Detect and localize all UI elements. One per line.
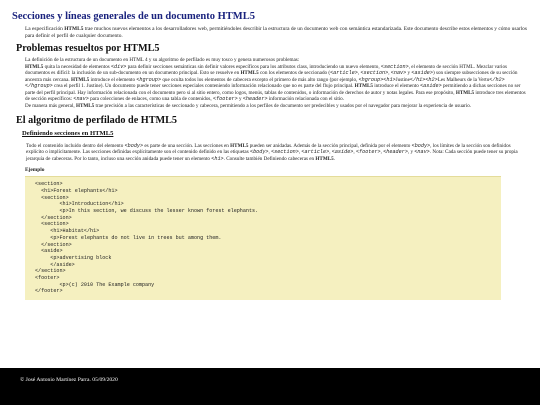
bold-text: HTML5 (455, 89, 475, 96)
inline-tag: <article> (301, 149, 330, 156)
inline-tag: <aside> (420, 83, 442, 90)
page-footer (0, 368, 540, 405)
inline-tag: <aside> (331, 149, 354, 156)
copyright-text: © José Antonio Martínez Parra. 05/09/2020 (20, 377, 118, 383)
inline-tag: <header> (383, 149, 408, 156)
inline-tag: <nav> (73, 96, 89, 103)
inline-tag: <section> (271, 149, 299, 156)
inline-tag: <h2> (425, 76, 438, 83)
inline-tag: <header> (242, 96, 268, 103)
subsection-heading-defining-sections: Definiendo secciones en HTML5 (22, 129, 114, 137)
bold-text: HTML5 (64, 26, 84, 32)
inline-tag: <section> (360, 70, 389, 77)
inline-tag: <hgroup> (136, 76, 162, 83)
inline-tag: <nav> (414, 149, 430, 156)
bold-text: HTML5 (75, 103, 95, 110)
example-label: Ejemplo (25, 167, 45, 174)
bold-text: HTML5 (25, 63, 44, 70)
bold-text: HTML5 (230, 142, 249, 149)
inline-tag: <hgroup> (358, 76, 384, 83)
section-heading-problems: Problemas resueltos por HTML5 (16, 43, 160, 55)
inline-tag: <aside> (411, 70, 433, 77)
inline-tag: <body> (249, 149, 269, 156)
inline-tag: <div> (110, 63, 127, 70)
problems-paragraph: La definición de la estructura de un documento en HTML 4 y su algoritmo de perfilado es muy tosco y genera numerosos problemas: HTML5 quita la necesidad de elementos <div> para definir secciones semánticas sin definir valores específicos para los atributos class, introduciendo un nuevo elemento, <section>, el elemento de sección HTML. Mezclar varios documentos es difícil: la inclusión de un sub-documento en un documento principal. Esto se resuelve en HTML5 con los elementos de seccionado (<article>, <section>, <nav> y <aside>) son siempre subsecciones de su sección ancestra más cercana. HTML5 introduce el elemento <hgroup> que oculta todos los elementos de cabecera excepto el primero de más alto rango (por ejemplo, <hgroup><h1>Justine</h1><h2>Les Malheurs de la Vertu</h2></hgroup> crea el perfil 1. Justine). Un documento puede tener secciones especiales conteniendo información relacionado que no es parte del flujo principal. HTML5 introduce el elemento <aside> permitiendo a dichas secciones no ser parte del perfil principal. Hay información relacionada con el documento pero si al sitio entero, como logos, menús, tablas de contenidos, o información de derechos de autor y notas legales. Para ese propósito, HTML5 introduce tres elementos de sección específicos: <nav> para colecciones de enlaces, como una tabla de contenidos, <footer> y <header> información relacionada con el sitio. De manera más general, HTML5 trae precisión a las características de seccionado y cabecera, permitiendo a los perfiles de documento ser predecibles y usados por el navegador para mejorar la experiencia de usuario. (25, 57, 526, 110)
inline-tag: <section> (380, 63, 409, 70)
bold-text: HTML5 (315, 155, 334, 162)
inline-tag: <h1> (211, 155, 224, 162)
bold-text: HTML5 (70, 76, 90, 83)
intro-paragraph: La especificación HTML5 trae muchos nuevos elementos a los desarrolladores web, permitiéndoles describir la estructura de un documento web con semántica estandarizada. Este documento describe estos elementos y cómo usarlos para definir el perfil de cualquier documento. (25, 26, 527, 39)
inline-tag: </h2> (489, 76, 505, 83)
inline-tag: </h1> (409, 76, 426, 83)
inline-tag: </hgroup> (25, 83, 53, 90)
inline-tag: <h1> (383, 76, 396, 83)
code-example-block: <section> <h1>Forest elephants</h1> <section> <h1>Introduction</h1> <p>In this section, we discuss the lesser known forest elephants. </section> <section> <h1>Habitat</h1> <p>Forest elephants do not live in trees but among them. </section> <aside> <p>advertising block </aside> </section> <footer> <p>(c) 2010 The Example company </footer> (25, 176, 501, 300)
bold-text: HTML5 (240, 70, 259, 77)
bold-text: HTML5 (354, 83, 373, 90)
inline-tag: <body> (124, 142, 144, 149)
inline-tag: <nav> (390, 70, 407, 77)
section-heading-algorithm: El algoritmo de perfilado de HTML5 (16, 114, 178, 126)
page-title: Secciones y líneas generales de un documento HTML5 (12, 11, 255, 22)
inline-tag: <footer> (213, 96, 238, 103)
inline-tag: <footer> (355, 149, 381, 156)
defining-sections-paragraph: Todo el contenido incluido dentro del elemento <body> es parte de una sección. Las secciones en HTML5 pueden ser anidadas. Además de la sección principal, definida por el elemento <body>, los límites de la sección son definidos explícito o implícitamente. Las secciones definidas explícitamente son el contenido definido en las etiquetas <body>, <section>, <article>, <aside>, <footer>, <header>, y <nav>. Nota: Cada sección puede tener su propia jerarquía de cabeceras. Por lo tanto, incluso una sección anidada puede tener un elemento <h1>. Consulte también Definiendo cabeceras en HTML5. (26, 142, 518, 162)
inline-tag: <article> (330, 70, 358, 77)
inline-tag: <body> (411, 142, 431, 149)
